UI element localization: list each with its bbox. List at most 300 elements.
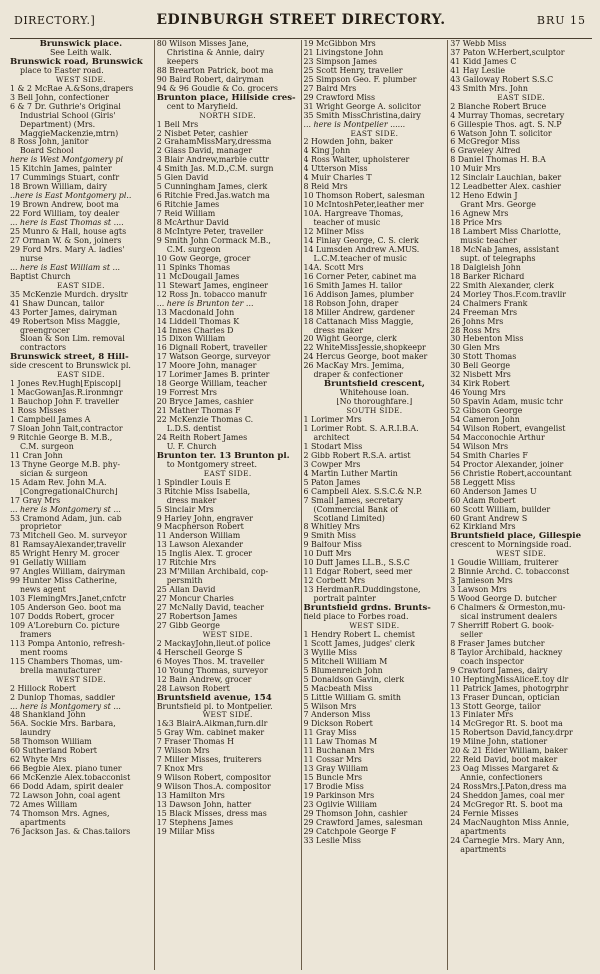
directory-entry: 30 Glen Mrs — [450, 344, 500, 353]
directory-entry: 66 Dodd Adam, spirit dealer — [10, 783, 124, 792]
directory-entry: 8 Taylor Archibald, hackney — [450, 648, 563, 657]
directory-entry: 8 Reid Mrs — [303, 183, 348, 192]
directory-entry: 30 Stott Thomas — [450, 353, 517, 362]
directory-entry: 90 Baird Robert, dairyman — [156, 75, 264, 84]
directory-entry: 54 Cameron John — [450, 416, 520, 425]
directory-entry: 10 Gow George, grocer — [156, 254, 251, 263]
directory-entry: 4 Herschell George S — [156, 648, 243, 657]
directory-entry: 16 Corner Peter, cabinet ma — [303, 272, 417, 281]
directory-entry: 2 Binnie Archd. C. tobacconst — [450, 568, 570, 577]
directory-entry: 60 Adam Robert — [450, 496, 516, 505]
directory-entry: 2 Blanche Robert Bruce — [450, 102, 547, 111]
directory-entry: 1 Ross Misses — [10, 407, 67, 416]
directory-entry: ... here is East Thomas st .... — [10, 219, 124, 228]
directory-entry: 18 Miller Andrew, gardener — [303, 308, 415, 317]
directory-entry: 12 Sinclair Lauchlan, baker — [450, 174, 562, 183]
directory-entry: ... here is Montpelier ...... — [303, 120, 406, 129]
directory-entry: 13 Fraser Duncan, optician — [450, 693, 560, 702]
directory-entry: 85 Wright Henry M. grocer — [10, 550, 120, 559]
directory-entry: here is West Montgomery pl — [10, 156, 123, 165]
directory-entry: 17 Stephens James — [156, 818, 234, 827]
directory-entry: 5 Donaldson Gavin, clerk — [303, 675, 405, 684]
directory-entry: 12 Heno Edwin J — [450, 192, 518, 201]
page-title: EDINBURGH STREET DIRECTORY. — [156, 12, 446, 28]
directory-entry: 14A. Scott Mrs — [303, 263, 364, 272]
directory-entry: 1 Bell Mrs — [156, 120, 199, 129]
directory-entry: 6 & 7 Dr. Guthrie's Original — [10, 102, 121, 111]
directory-entry: 25 Simpson Geo. F. plumber — [303, 75, 417, 84]
directory-entry: 2 Hillock Robert — [10, 684, 76, 693]
side-label: EAST SIDE. — [57, 371, 105, 380]
directory-entry: 4 Smith Jas. M.D.,C.M. surgn — [156, 165, 274, 174]
directory-entry: 6 Chalmers & Ormeston,mu- — [450, 604, 566, 613]
directory-entry: 9 Wilson Thos.A. compositor — [156, 783, 271, 792]
directory-entry: 3 Ritchie Miss Isabella, — [156, 487, 251, 496]
directory-entry: 19 Millar Miss — [156, 827, 215, 836]
directory-entry: 21 Mather Thomas F — [156, 407, 241, 416]
directory-entry: 5 Glen David — [156, 174, 209, 183]
directory-entry: 13 Hamilton Mrs — [156, 792, 225, 801]
directory-entry: 7 Fraser Thomas H — [156, 738, 234, 747]
page-header — [10, 8, 592, 39]
directory-entry: 2 Nisbet Peter, cashier — [156, 129, 248, 138]
directory-entry: sical instrument dealers — [460, 613, 558, 621]
directory-entry: 5 Gray Wm. cabinet maker — [156, 729, 265, 738]
directory-entry: 25 Scott Henry, traveller — [303, 66, 403, 75]
side-label: EAST SIDE. — [497, 93, 545, 102]
directory-entry: 24 Morley Thos.F.com.travllr — [450, 290, 567, 299]
directory-entry: 52 Gibson George — [450, 407, 523, 416]
directory-entry: Sloan & Son Lim. removal — [20, 335, 125, 344]
directory-entry: 5 Wood George D. butcher — [450, 595, 557, 604]
directory-entry: 5 Blumenreich John — [303, 666, 383, 675]
directory-entry: 5 Paton James — [303, 478, 361, 487]
directory-entry: 1 Goudie William, fruiterer — [450, 559, 559, 568]
directory-entry: 24 Hercus George, boot maker — [303, 353, 428, 362]
directory-entry: 9 Wilson Robert, compositor — [156, 774, 271, 783]
directory-entry: 103 FlemingMrs.Janet,cnfctr — [10, 595, 126, 604]
directory-entry: 56A. Sockie Mrs. Barbara, — [10, 720, 116, 729]
directory-entry: 1 Scott James, judges' clerk — [303, 639, 415, 648]
directory-entry: 23 Oag Misses Margaret & — [450, 765, 559, 774]
columns — [8, 40, 594, 970]
directory-entry: 10 Duff Mrs — [303, 550, 352, 559]
directory-entry: Grant Mrs. George — [460, 201, 536, 210]
directory-entry: 9 Macpherson Robert — [156, 523, 244, 532]
directory-entry: 25 Allan David — [156, 586, 216, 595]
directory-entry: [No thoroughfare.] — [336, 398, 413, 407]
directory-entry: dress maker — [313, 326, 364, 335]
directory-entry: greengrocer — [20, 326, 70, 335]
directory-entry: 24 Chalmers Frank — [450, 299, 528, 308]
directory-entry: 26 MacKay Mrs. Jemima, — [303, 362, 405, 371]
directory-entry: persmith — [166, 577, 203, 586]
directory-entry: 11 McDougall James — [156, 272, 240, 281]
directory-entry: 6 Gillespie Thos. agt. S. N.P — [450, 120, 562, 129]
directory-entry: 50 Spavin Adam, music tchr — [450, 398, 563, 407]
directory-entry: 6 Ritchie James — [156, 201, 220, 210]
directory-entry: 17 Brodie Miss — [303, 783, 364, 792]
directory-entry: 13 Macdonald John — [156, 308, 235, 317]
directory-entry: 4 Ross Walter, upholsterer — [303, 156, 410, 165]
directory-entry: 2 Gibb Robert R.S.A. artist — [303, 451, 411, 460]
directory-entry: [CongregationalChurch] — [20, 487, 118, 496]
directory-entry: portrait painter — [313, 595, 376, 604]
directory-entry: 14 Lumsden Andrew A.MUS. — [303, 245, 420, 254]
side-label: WEST SIDE. — [202, 630, 253, 639]
directory-entry: 19 Parkinson Mrs — [303, 792, 375, 801]
directory-entry: 13 Dawson John, hatter — [156, 801, 252, 810]
directory-entry: 5 Sinclair Mrs — [156, 505, 214, 514]
directory-entry: Industrial School (Girls' — [20, 111, 116, 120]
directory-entry: 9 Crawford James, dairy — [450, 666, 548, 675]
directory-entry: C.M. surgeon — [20, 442, 74, 451]
directory-entry: 29 Ford Mrs. Mary A. ladies' — [10, 245, 125, 254]
directory-entry: 30 Bell George — [450, 362, 511, 371]
directory-entry: 3 Jamieson Mrs — [450, 577, 513, 586]
directory-entry: 32 Nisbett Mrs — [450, 371, 511, 380]
directory-entry: 11 Buchanan Mrs — [303, 747, 375, 756]
directory-entry: 2 Glass David, manager — [156, 147, 252, 156]
directory-entry: 15 Inglis Alex. T. grocer — [156, 550, 253, 559]
directory-entry: 5 Cunningham James, clerk — [156, 183, 268, 192]
directory-entry: 19 McGibbon Mrs — [303, 40, 376, 48]
directory-entry: 35 Smith MissChristina,dairy — [303, 111, 421, 120]
directory-entry: 3 Bell John, confectioner — [10, 93, 109, 102]
directory-entry: 5 Mitchell William M — [303, 657, 388, 666]
directory-entry: 23 Ogilvie William — [303, 801, 378, 810]
directory-entry: 24 Freeman Mrs — [450, 308, 518, 317]
directory-entry: 56 Christie Robert,accountant — [450, 469, 572, 478]
directory-entry: architect — [313, 433, 350, 442]
directory-entry: 1 & 2 McRae A.&Sons,drapers — [10, 84, 134, 93]
directory-entry: 17 Moore John, manager — [156, 362, 257, 371]
directory-entry: 16 Dignall Robert, traveller — [156, 344, 268, 353]
directory-entry: sician & surgeon — [20, 469, 88, 478]
directory-entry: 49 Robertson Miss Maggie, — [10, 317, 121, 326]
directory-entry: 54 Wilson Robert, evangelist — [450, 424, 566, 433]
directory-entry: 41 Kidd James C — [450, 57, 517, 66]
directory-entry: 8 McIntyre Peter, traveller — [156, 228, 264, 237]
directory-entry: 6 Graveley Alfred — [450, 147, 521, 156]
directory-entry: 6 Campbell Alex. S.S.C.& N.P. — [303, 487, 423, 496]
directory-entry: 17 Cummings Stuart, confr — [10, 174, 120, 183]
directory-entry: 9 Ritchie George B. M.B., — [10, 433, 113, 442]
directory-entry: 18 Brown William, dairy — [10, 183, 107, 192]
directory-entry: draper & confectioner — [313, 371, 403, 380]
directory-entry: 20 Wight George, clerk — [303, 335, 397, 344]
directory-entry: 11 Law Thomas M — [303, 738, 378, 747]
directory-entry: 27 Baird Mrs — [303, 84, 357, 93]
directory-entry: 10 McIntoshPeter,leather mer — [303, 201, 424, 210]
directory-entry: 28 Lawson Robert — [156, 684, 230, 693]
directory-entry: 15 Dixon William — [156, 335, 226, 344]
directory-entry: 13 Finlater Mrs — [450, 711, 514, 720]
directory-entry: Bruntsfield pl. to Montpelier. — [156, 702, 273, 711]
directory-entry: 27 Gibb George — [156, 621, 220, 630]
directory-entry: 62 Whyte Mrs — [10, 756, 67, 765]
directory-entry: 9 Smith Miss — [303, 532, 356, 541]
directory-entry: Christina & Annie, dairy — [166, 48, 265, 57]
directory-entry: 14 Innes Charles D — [156, 326, 234, 335]
directory-entry: 76 Jackson Jas. & Chas.tailors — [10, 827, 131, 836]
directory-entry: 28 Ross Mrs — [450, 326, 500, 335]
directory-entry: 5 Macbeath Miss — [303, 684, 373, 693]
directory-entry: Annie, confectioners — [460, 774, 543, 783]
directory-entry: 10A. Hargreave Thomas, — [303, 210, 404, 219]
directory-entry: 1 Jones Rev.Hugh[Episcopl] — [10, 380, 121, 389]
directory-entry: 74 Thomson Mrs. Agnes, — [10, 809, 110, 818]
directory-entry: 34 Kirk Robert — [450, 380, 510, 389]
directory-entry: 107 Dodds Robert, grocer — [10, 613, 115, 621]
side-label: EAST SIDE. — [57, 281, 105, 290]
directory-entry: 11 Stewart James, engineer — [156, 281, 269, 290]
directory-entry: 8 Daniel Thomas H. B.A — [450, 156, 546, 165]
directory-entry: 20 & 21 Elder William, baker — [450, 747, 568, 756]
directory-entry: 72 Ames William — [10, 801, 78, 810]
directory-entry: 22 McKenzie Thomas C. — [156, 416, 254, 425]
directory-entry: news agent — [20, 586, 66, 595]
side-label: EAST SIDE. — [350, 129, 399, 138]
directory-entry: 91 Gellatly William — [10, 559, 87, 568]
directory-entry: 24 RossMrs.J.Paton,dress ma — [450, 783, 567, 792]
directory-entry: coach inspector — [460, 657, 524, 666]
directory-entry: 60 Scott William, builder — [450, 505, 551, 514]
directory-entry: 9 Smith John Cormack M.B., — [156, 236, 271, 245]
directory-entry: place to Easter road. — [20, 66, 104, 75]
directory-entry: C.M. surgeon — [166, 245, 221, 254]
side-label: WEST SIDE. — [55, 75, 106, 84]
directory-entry: 27 Orman W. & Son, joiners — [10, 236, 122, 245]
directory-entry: 7 Reid William — [156, 210, 216, 219]
directory-entry: 24 Sheddon James, coal mer — [450, 792, 565, 801]
directory-entry: 17 Gray Mrs — [10, 496, 61, 505]
side-label: WEST SIDE. — [349, 621, 400, 630]
directory-entry: crescent to Morningside road. — [450, 541, 572, 550]
directory-entry: 7 Sloan John Tait,contractor — [10, 424, 123, 433]
directory-entry: 26 Johns Mrs — [450, 317, 504, 326]
directory-entry: Scotland Limited) — [313, 514, 385, 523]
directory-entry: 9 Balfour Miss — [303, 541, 362, 550]
street-heading: Brunswick street, 8 Hill- — [10, 353, 129, 363]
directory-entry: 29 Catchpole George F — [303, 827, 397, 836]
directory-entry: 60 Grant Andrew S — [450, 514, 528, 523]
column-1 — [8, 40, 154, 970]
directory-entry: 3 Lawson Mrs — [450, 586, 507, 595]
directory-entry: 41 Shaw Duncan, tailor — [10, 299, 105, 308]
directory-entry: 10 Young Thomas, surveyor — [156, 666, 268, 675]
directory-entry: 1 Campbell James A — [10, 416, 91, 425]
directory-entry: 19 Milne John, stationer — [450, 738, 548, 747]
directory-entry: 58 Thomson William — [10, 738, 92, 747]
directory-entry: 10 Duff James LL.B., S.S.C — [303, 559, 410, 568]
directory-entry: 43 Smith Mrs. John — [450, 84, 528, 93]
directory-entry: 10 Muir Mrs — [450, 165, 501, 174]
directory-entry: 23 M'Millan Archibald, cop- — [156, 568, 269, 577]
directory-entry: 11 Gray Miss — [303, 729, 357, 738]
directory-entry: 1 Hendry Robert L. chemist — [303, 630, 415, 639]
directory-entry: 18 Cattanach Miss Maggie, — [303, 317, 414, 326]
directory-entry: 18 Robson John, draper — [303, 299, 399, 308]
directory-entry: 29 Crawford Miss — [303, 93, 376, 102]
directory-entry: 3 Blair Andrew,marble cuttr — [156, 156, 270, 165]
directory-entry: ... here is East William st ... — [10, 263, 121, 272]
directory-entry: 4 King John — [303, 147, 351, 156]
directory-entry: Whitehouse loan. — [339, 389, 410, 398]
directory-entry: 5 Wilson Mrs — [303, 702, 357, 711]
directory-entry: 12 Bain Andrew, grocer — [156, 675, 252, 684]
directory-entry: 7 Small James, secretary — [303, 496, 403, 505]
directory-entry: 14 Liddell Thomas K — [156, 317, 240, 326]
directory-entry: music teacher — [460, 236, 517, 245]
directory-entry: 12 Corbett Mrs — [303, 577, 366, 586]
directory-entry: 4 Muir Charles T — [303, 174, 372, 183]
directory-entry: 8 Whitley Mrs — [303, 523, 360, 532]
directory-entry: 15 Adam Rev. John M.A. — [10, 478, 107, 487]
directory-entry: 2 Dunlop Thomas, saddler — [10, 693, 116, 702]
directory-entry: 43 Porter James, dairyman — [10, 308, 118, 317]
directory-entry: 15 Robertson David,fancy.drpr — [450, 729, 573, 738]
directory-entry: 73 Mitchell Geo. M. surveyor — [10, 532, 127, 541]
directory-entry: 22 Reid David, boot maker — [450, 756, 558, 765]
page-number: BRU 15 — [536, 14, 586, 27]
directory-entry: 22 WhiteMissJessie,shopkeepr — [303, 344, 426, 353]
directory-entry: 9 Dickson Robert — [303, 720, 373, 729]
directory-entry: 88 Brearton Patrick, boot ma — [156, 66, 274, 75]
directory-entry: 29 Thomson John, cashier — [303, 809, 408, 818]
directory-entry: 60 Sutherland Robert — [10, 747, 97, 756]
street-heading: Bruntsfield place, Gillespie — [450, 532, 582, 542]
directory-entry: L.C.M.teacher of music — [313, 254, 407, 263]
directory-entry: 13 Gray William — [303, 765, 369, 774]
directory-entry: 48 Shankland John — [10, 711, 86, 720]
directory-entry: 4 Martin Luther Martin — [303, 469, 398, 478]
directory-entry: 8 McArthur David — [156, 219, 229, 228]
directory-entry: 1 Stodart Miss — [303, 442, 363, 451]
street-heading: Brunton place, Hillside cres- — [156, 93, 296, 103]
directory-entry: 24 Reith Robert James — [156, 433, 248, 442]
side-label: SOUTH SIDE. — [346, 407, 403, 416]
directory-entry: 54 Smith Charles F — [450, 451, 528, 460]
directory-entry: 54 Proctor Alexander, joiner — [450, 460, 564, 469]
column-4 — [447, 40, 594, 970]
directory-entry: 1 Lorimer Mrs — [303, 416, 362, 425]
column-2 — [154, 40, 301, 970]
directory-entry: 3 Cowper Mrs — [303, 460, 361, 469]
directory-entry: 12 Leadbetter Alex. cashier — [450, 183, 562, 192]
directory-entry: MaggieMackenzie,mtrn) — [20, 129, 119, 138]
directory-entry: ... here is Montgomery st ... — [10, 702, 121, 711]
directory-entry: ..here is East Montgomery pl.. — [10, 192, 132, 201]
directory-entry: 13 Thyne George M.B. phy- — [10, 460, 120, 469]
street-heading: Brunton ter. 13 Brunton pl. — [156, 451, 290, 461]
directory-entry: 19 Forrest Mrs — [156, 389, 217, 398]
directory-entry: 27 Moncur Charles — [156, 595, 234, 604]
directory-entry: 8 Fraser James butcher — [450, 639, 545, 648]
directory-entry: 18 George William, teacher — [156, 380, 267, 389]
directory-entry: brella manufacturer — [20, 666, 101, 675]
directory-entry: 17 Lorimer James B. printer — [156, 371, 270, 380]
directory-entry: ... here is Brunton ter ... — [156, 299, 254, 308]
directory-entry: 7 Anderson Miss — [303, 711, 371, 720]
directory-entry: ment rooms — [20, 648, 68, 657]
directory-entry: 30 Hebenton Miss — [450, 335, 524, 344]
directory-entry: 66 Begbie Alex. piano tuner — [10, 765, 122, 774]
directory-entry: 1 Bauchop John F. traveller — [10, 398, 120, 407]
directory-entry: 14 Finlay George, C. S. clerk — [303, 236, 419, 245]
directory-entry: 109 A'Loreburn Co. picture — [10, 621, 120, 630]
directory-entry: 6 Ritchie Fred.Jas.watch ma — [156, 192, 270, 201]
directory-entry: 1 Lorimer Robt. S. A.R.I.B.A. — [303, 424, 419, 433]
directory-entry: 94 & 96 Goudie & Co. grocers — [156, 84, 278, 93]
directory-entry: 16 Addison James, plumber — [303, 290, 414, 299]
directory-entry: ... here is Montgomery st ... — [10, 505, 121, 514]
side-label: WEST SIDE. — [55, 675, 106, 684]
directory-entry: 11 Cran John — [10, 451, 63, 460]
directory-entry: 8 Ross John, janitor — [10, 138, 89, 147]
directory-entry: 6 Moyes Thos. M. traveller — [156, 657, 265, 666]
directory-entry: 17 Ritchie Mrs — [156, 559, 217, 568]
directory-entry: 23 Simpson James — [303, 57, 377, 66]
directory-entry: 11 Anderson William — [156, 532, 241, 541]
directory-entry: contractors — [20, 344, 67, 353]
directory-entry: U. F. Church — [166, 442, 217, 451]
directory-entry: 81 RamsayAlexander,travellr — [10, 541, 126, 550]
directory-entry: 12 Ross Jn. tobacco manufr — [156, 290, 267, 299]
directory-entry: 105 Anderson Geo. boot ma — [10, 604, 122, 613]
street-heading: Brunswick place. — [39, 40, 123, 49]
directory-entry: 99 Hunter Miss Catherine, — [10, 577, 118, 586]
directory-entry: 1 MacGowanJas.R.ironmngr — [10, 389, 123, 398]
directory-entry: 22 Ford William, toy dealer — [10, 210, 120, 219]
directory-entry: 43 Galloway Robert S.S.C — [450, 75, 554, 84]
directory-entry: 4 Utterson Miss — [303, 165, 368, 174]
directory-entry: 3 Wyllie Miss — [303, 648, 357, 657]
directory-entry: 7 Sherriff Robert G. book- — [450, 621, 554, 630]
directory-entry: Department) (Mrs. — [20, 120, 96, 129]
directory-entry: 18 Price Mrs — [450, 219, 502, 228]
directory-entry: 1 Spindler Louis E — [156, 478, 231, 487]
directory-entry: 2 GrahamMissMary,dressma — [156, 138, 272, 147]
street-heading: Bruntsfield grdns. Brunts- — [303, 604, 431, 613]
directory-entry: supt. of telegraphs — [460, 254, 536, 263]
directory-entry: 16 Smith James H. tailor — [303, 281, 403, 290]
directory-entry: 24 McGregor Rt. S. boot ma — [450, 801, 563, 810]
directory-entry: 18 McNab James, assistant — [450, 245, 560, 254]
directory-entry: 11 Spinks Thomas — [156, 263, 231, 272]
side-label: WEST SIDE. — [202, 711, 253, 720]
directory-entry: 54 Macconochie Arthur — [450, 433, 545, 442]
directory-entry: 16 Agnew Mrs — [450, 210, 509, 219]
directory-entry: 5 Little William G. smith — [303, 693, 401, 702]
directory-entry: 4 Murray Thomas, secretary — [450, 111, 565, 120]
directory-entry: 27 McNally David, teacher — [156, 604, 264, 613]
directory-entry: proprietor — [20, 523, 62, 532]
directory-entry: 13 Stott George, tailor — [450, 702, 541, 711]
side-label: NORTH SIDE. — [199, 111, 256, 120]
directory-entry: 18 Dalgleish John — [450, 263, 521, 272]
directory-entry: (Commercial Bank of — [313, 505, 398, 514]
directory-entry: 22 Smith Alexander, clerk — [450, 281, 554, 290]
directory-entry: 6 McGregor Miss — [450, 138, 520, 147]
directory-entry: side crescent to Brunswick pl. — [10, 362, 131, 371]
directory-entry: to Montgomery street. — [166, 460, 257, 469]
directory-entry: laundry — [20, 729, 51, 738]
directory-entry: 31 Wright George A. solicitor — [303, 102, 421, 111]
directory-entry: 10 HeptingMissAliceE.toy dlr — [450, 675, 569, 684]
street-heading: Bruntsfield avenue, 154 — [156, 693, 272, 703]
directory-entry: 12 Milner Miss — [303, 228, 364, 237]
